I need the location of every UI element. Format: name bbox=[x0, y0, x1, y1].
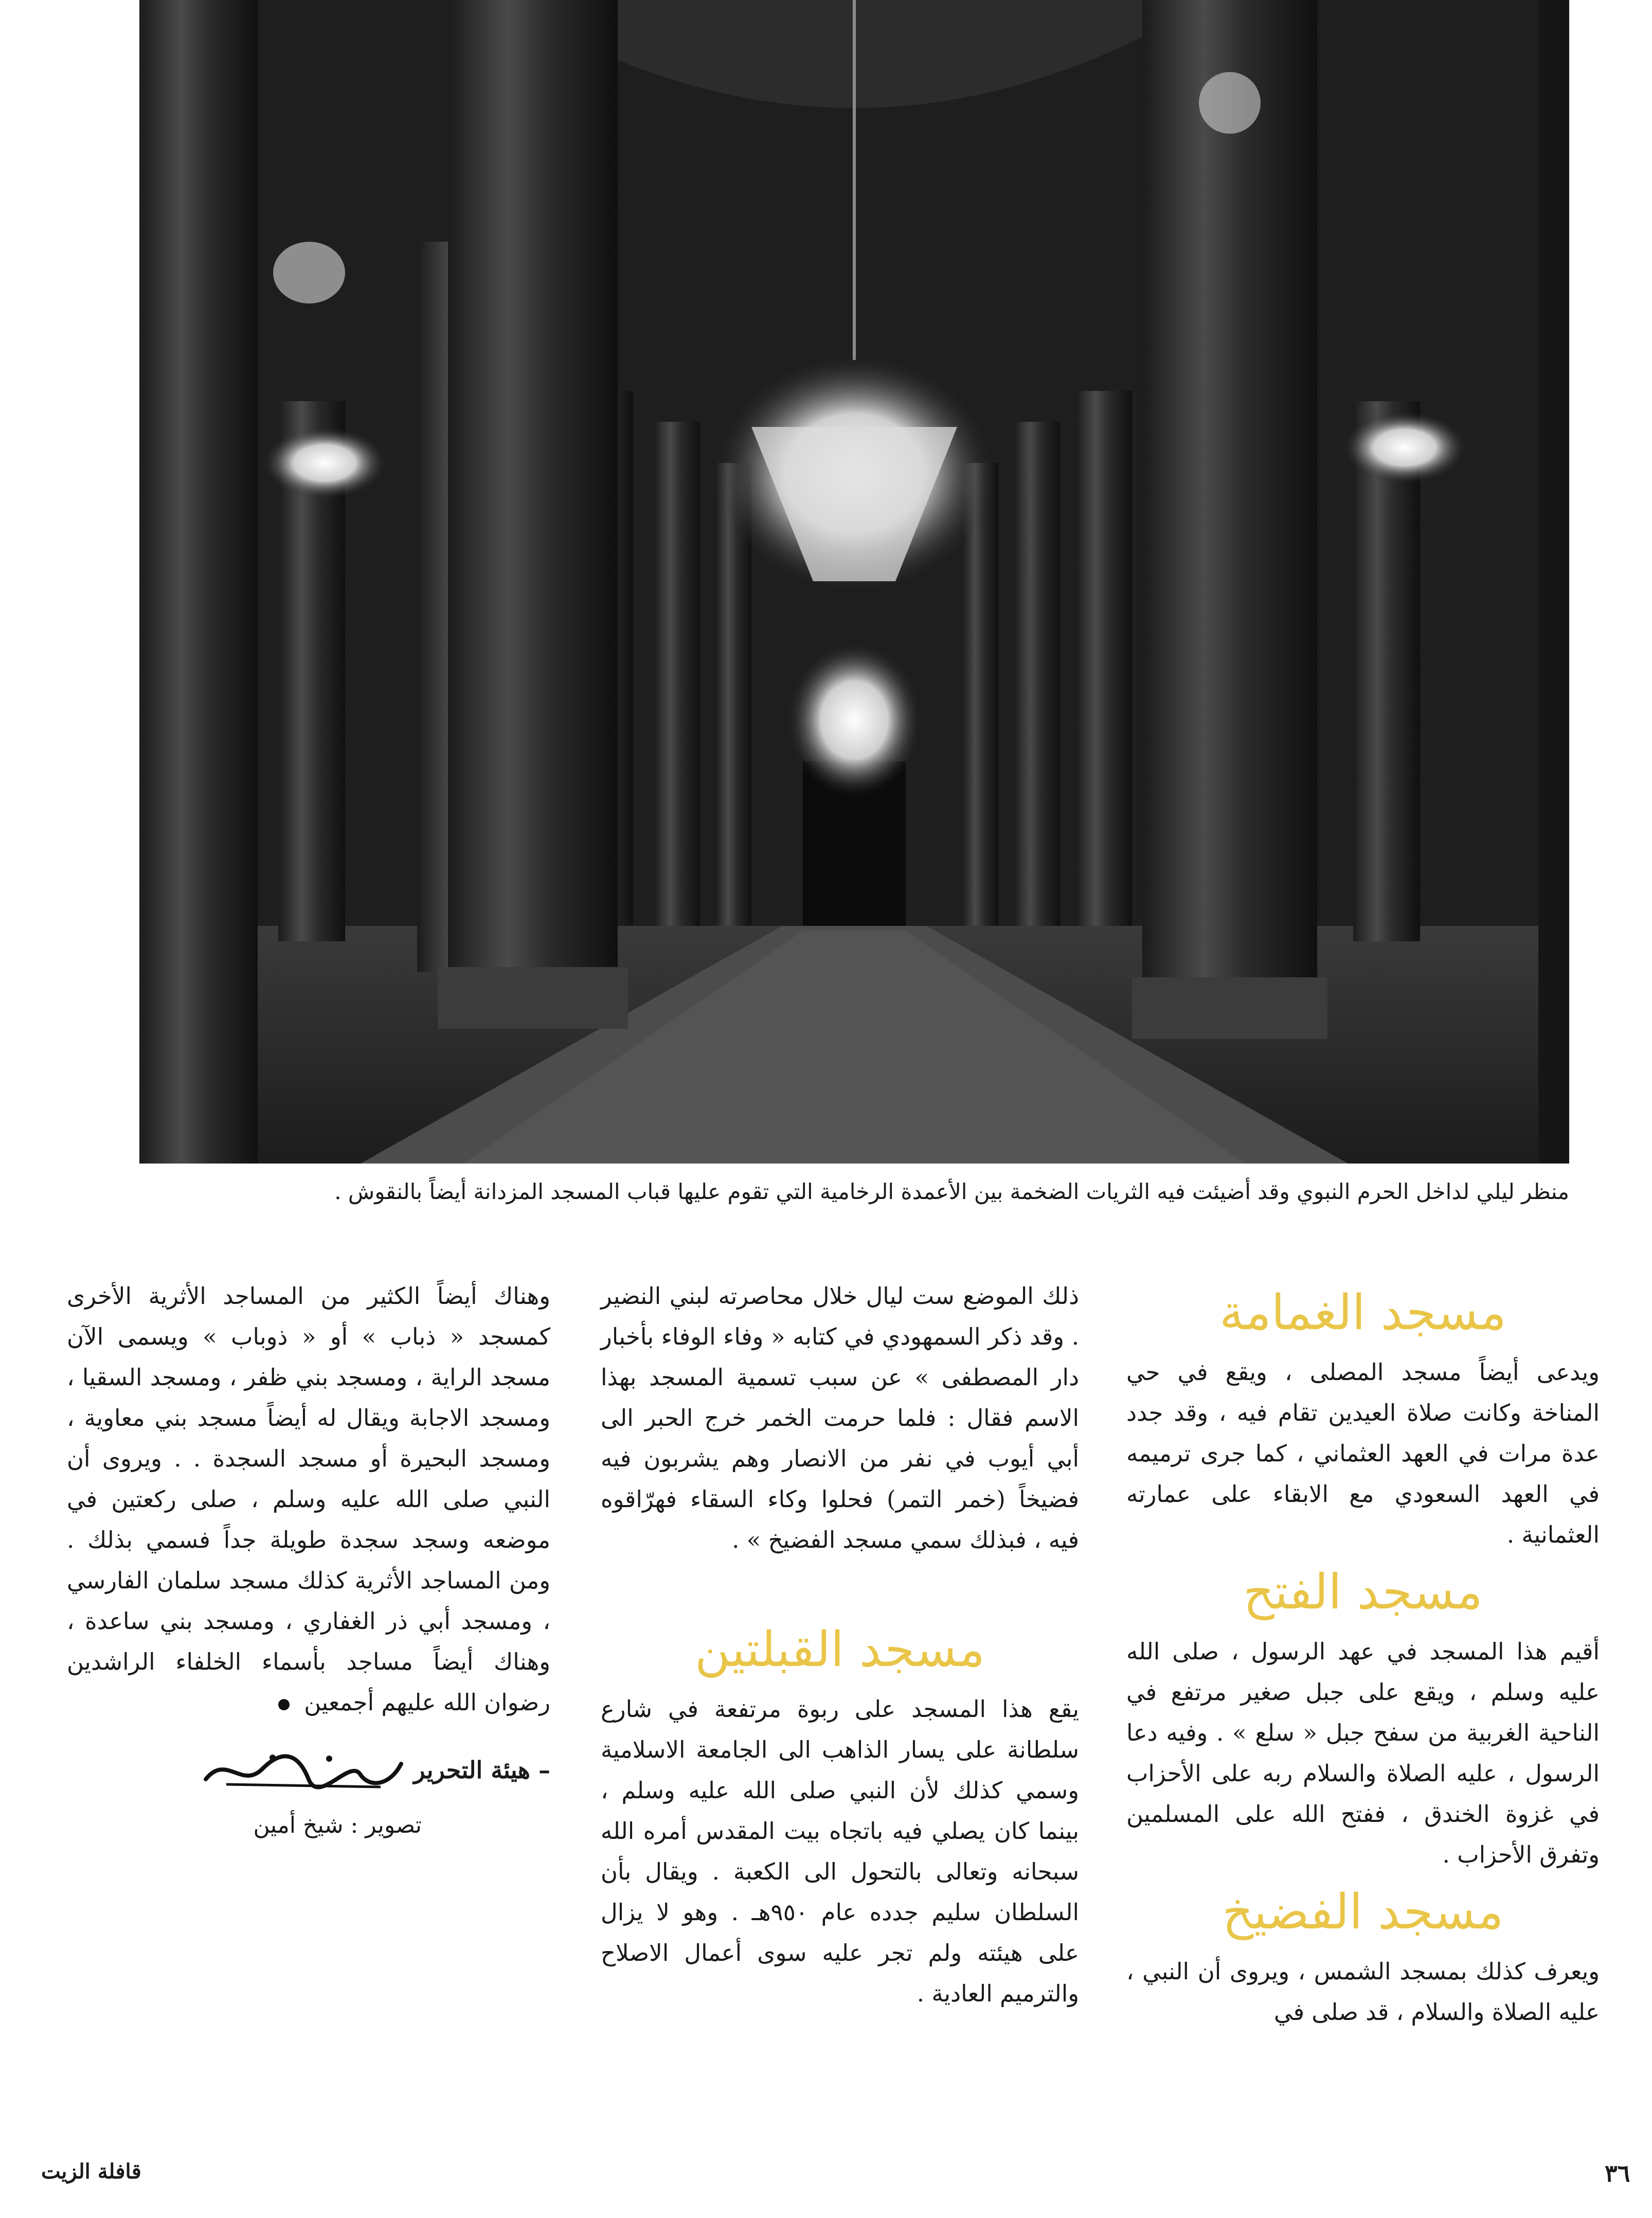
heading-qiblatain: مسجد القبلتين bbox=[694, 1622, 985, 1678]
body-fadeekh: ويعرف كذلك بمسجد الشمس ، ويروى أن النبي ، عليه الصلاة والسلام ، قد صلى في bbox=[1126, 1958, 1600, 2026]
body-fath: أقيم هذا المسجد في عهد الرسول ، صلى الله عليه وسلم ، ويقع على جبل صغير مرتفع في الناحية الغربية من سفح جبل « سلع » . وفيه دعا الرسول ، عليه الصلاة والسلام ربه على الأحزاب في غزوة الخندق ، ففتح الله على المسلمين وتفرق الأحزاب . bbox=[1126, 1638, 1600, 1868]
photo-illustration bbox=[139, 0, 1569, 1164]
handwritten-signature-icon bbox=[195, 1743, 411, 1800]
heading-ghamama: مسجد الغمامة bbox=[1219, 1285, 1506, 1341]
column-middle bbox=[601, 1276, 1079, 2014]
magazine-name: قافلة الزيت bbox=[41, 2159, 141, 2184]
photo-credit: تصوير : شيخ أمين bbox=[253, 1812, 422, 1838]
photo-caption: منظر ليلي لداخل الحرم النبوي وقد أضيئت فيه الثريات الضخمة بين الأعمدة الرخامية التي تقوم عليها قباب المسجد المزدانة أيضاً بالنقوش . bbox=[334, 1179, 1569, 1204]
body-fadeekh-continued: ذلك الموضع ست ليال خلال محاصرته لبني النضير . وقد ذكر السمهودي في كتابه « وفاء الوفاء بأخبار دار المصطفى » عن سبب تسمية المسجد بهذا الاسم فقال : فلما حرمت الخمر خرج الحبر الى أبي أيوب في نفر من الانصار وهم يشربون فيه فضيخاً (خمر التمر) فحلوا وكاء السقاء فهرّاقوه فيه ، فبذلك سمي مسجد الفضيخ » . bbox=[601, 1282, 1079, 1553]
signature-block bbox=[67, 1743, 550, 1800]
mosque-interior-photo bbox=[139, 0, 1569, 1164]
body-qiblatain: يقع هذا المسجد على ربوة مرتفعة في شارع سلطانة على يسار الذاهب الى الجامعة الاسلامية وسمي كذلك لأن النبي صلى الله عليه وسلم ، بينما كان يصلي فيه باتجاه بيت المقدس أمره الله سبحانه وتعالى بالتحول الى الكعبة . ويقال بأن السلطان سليم جدده عام ٩٥٠هـ . وهو لا يزال على هيئته ولم تجر عليه سوى أعمال الاصلاح والترميم العادية . bbox=[601, 1695, 1079, 2007]
body-other-mosques-text: وهناك أيضاً الكثير من المساجد الأثرية الأخرى كمسجد « ذباب » أو « ذوباب » ويسمى الآن مسجد الراية ، ومسجد بني ظفر ، ومسجد السقيا ، ومسجد الاجابة ويقال له أيضاً مسجد بني معاوية ، ومسجد البحيرة أو مسجد السجدة . . ويروى أن النبي صلى الله عليه وسلم ، صلى ركعتين في موضعه وسجد سجدة طويلة جداً فسمي بذلك . ومن المساجد الأثرية كذلك مسجد سلمان الفارسي ، ومسجد أبي ذر الغفاري ، ومسجد بني ساعدة ، وهناك أيضاً مساجد بأسماء الخلفاء الراشدين رضوان الله عليهم أجمعين bbox=[67, 1282, 550, 1716]
body-ghamama: ويدعى أيضاً مسجد المصلى ، ويقع في حي المناخة وكانت صلاة العيدين تقام فيه ، وقد جدد عدة مرات في العهد العثماني ، كما جرى ترميمه في العهد السعودي مع الابقاء على عمارته العثمانية . bbox=[1126, 1358, 1600, 1548]
end-bullet-icon bbox=[278, 1699, 290, 1710]
signature-role: – هيئة التحرير bbox=[414, 1756, 550, 1784]
page-number: ٣٦ bbox=[1605, 2159, 1630, 2187]
column-right bbox=[1126, 1276, 1600, 2032]
heading-fadeekh: مسجد الفضيخ bbox=[1222, 1884, 1504, 1940]
column-left bbox=[67, 1276, 550, 1841]
heading-fath: مسجد الفتح bbox=[1243, 1564, 1483, 1620]
body-other-mosques bbox=[67, 1276, 550, 1723]
